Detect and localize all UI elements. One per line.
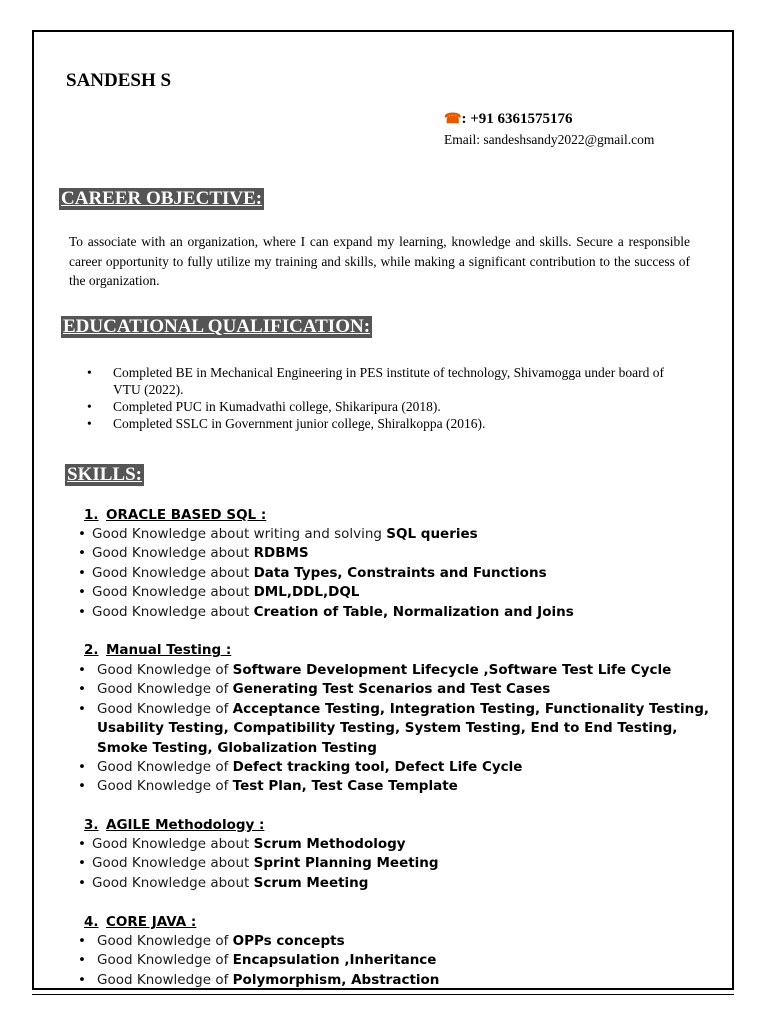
skill-item: • Good Knowledge about writing and solving SQL queries: [92, 525, 574, 544]
skill-list-core-java: [97, 932, 439, 990]
career-objective-heading: CAREER OBJECTIVE:: [61, 188, 263, 209]
skill-item: • Good Knowledge of Acceptance Testing, Integration Testing, Functionality Testing, Usability Testing, Compatibility Testing, System Testing, End to End Testing, Smoke Testing, Globalization Testing: [97, 700, 717, 758]
skill-item: • Good Knowledge about Scrum Meeting: [92, 874, 439, 893]
skill-section-title: 1. ORACLE BASED SQL :: [84, 507, 267, 523]
skill-item: • Good Knowledge of Generating Test Scenarios and Test Cases: [97, 680, 717, 699]
phone-number: : +91 6361575176: [461, 111, 573, 127]
skill-item: • Good Knowledge of Defect tracking tool, Defect Life Cycle: [97, 758, 717, 777]
education-list: [113, 364, 673, 432]
telephone-icon: ☎: [444, 112, 462, 127]
candidate-name: SANDESH S: [66, 70, 172, 91]
email-line: Email: sandeshsandy2022@gmail.com: [444, 132, 655, 147]
skill-item: • Good Knowledge about Scrum Methodology: [92, 835, 439, 854]
education-item: • Completed BE in Mechanical Engineering in PES institute of technology, Shivamogga under board of VTU (2022).: [113, 364, 673, 398]
education-item: • Completed PUC in Kumadvathi college, Shikaripura (2018).: [113, 398, 673, 415]
skill-item: • Good Knowledge about Creation of Table, Normalization and Joins: [92, 603, 574, 622]
skill-item: • Good Knowledge about Data Types, Constraints and Functions: [92, 564, 574, 583]
page-border-bottom: [32, 994, 734, 995]
skill-item: • Good Knowledge about Sprint Planning Meeting: [92, 854, 439, 873]
skill-item: • Good Knowledge of Software Development Lifecycle ,Software Test Life Cycle: [97, 661, 717, 680]
skill-item: • Good Knowledge of OPPs concepts: [97, 932, 439, 951]
skill-list-agile: [92, 835, 439, 893]
skill-list-sql: [92, 525, 574, 622]
skill-section-title: 2. Manual Testing :: [84, 642, 232, 658]
education-heading: EDUCATIONAL QUALIFICATION:: [63, 316, 371, 337]
skill-section-title: 3. AGILE Methodology :: [84, 817, 265, 833]
skill-item: • Good Knowledge of Test Plan, Test Case Template: [97, 777, 717, 796]
skill-list-manual-testing: [97, 661, 717, 797]
phone-line: [444, 111, 573, 128]
skill-item: • Good Knowledge of Encapsulation ,Inheritance: [97, 951, 439, 970]
skills-heading: SKILLS:: [67, 464, 142, 485]
skill-item: • Good Knowledge about RDBMS: [92, 544, 574, 563]
skill-section-title: 4. CORE JAVA :: [84, 914, 197, 930]
education-item: • Completed SSLC in Government junior college, Shiralkoppa (2016).: [113, 415, 673, 432]
career-objective-text: To associate with an organization, where I can expand my learning, knowledge and skills. Secure a responsible career opportunity to fully utilize my training and skills, while making a significant contribution to the success of the organization.: [69, 234, 690, 288]
skill-item: • Good Knowledge of Polymorphism, Abstraction: [97, 971, 439, 990]
skill-item: • Good Knowledge about DML,DDL,DQL: [92, 583, 574, 602]
